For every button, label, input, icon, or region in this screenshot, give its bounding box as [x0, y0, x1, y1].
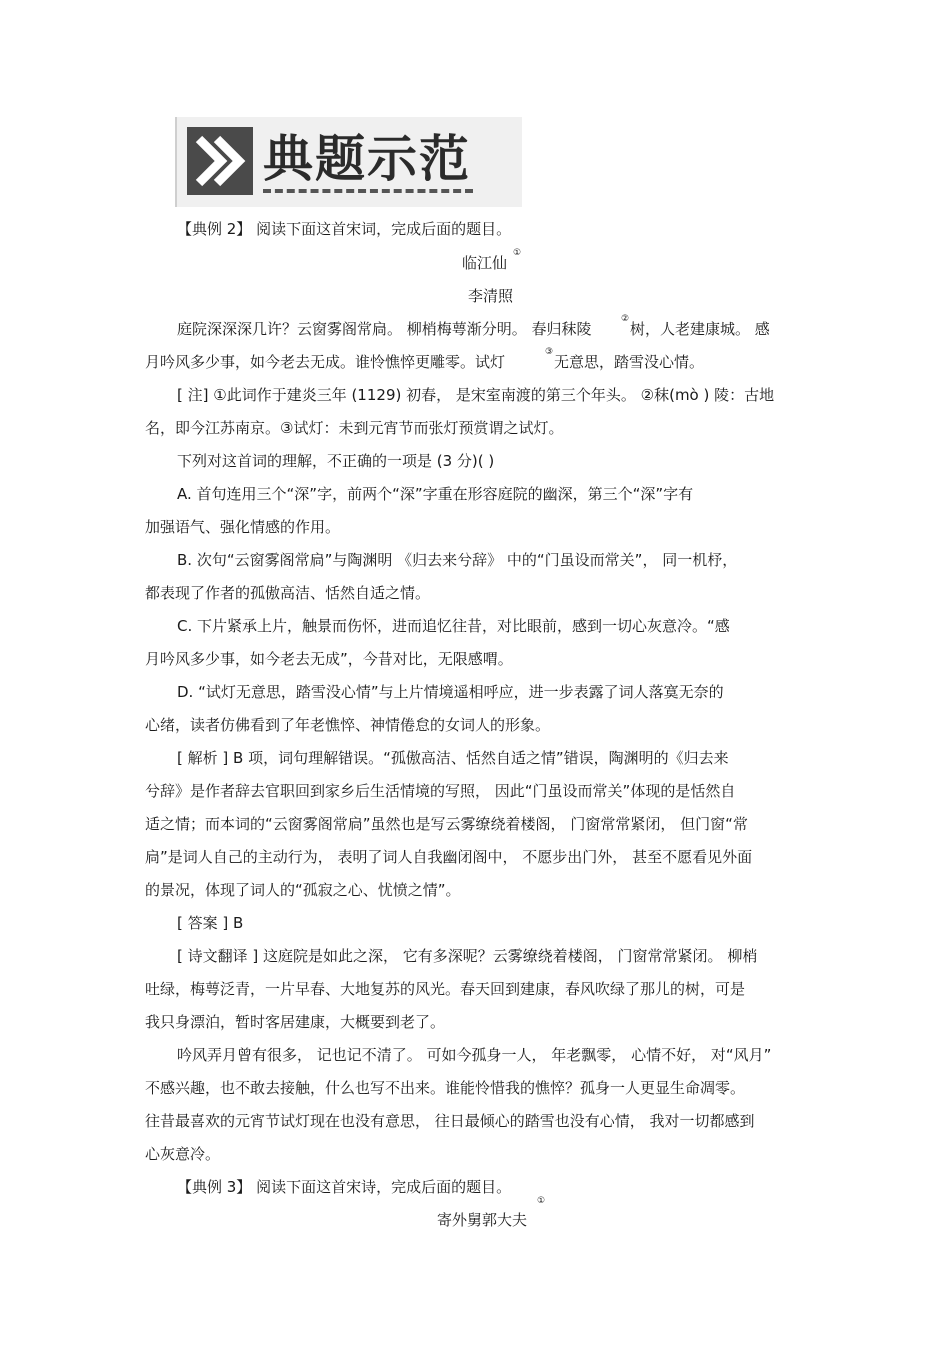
banner-title: 典题示范 — [263, 130, 471, 188]
section-banner — [175, 117, 522, 207]
text-line: 树，人老建康城。 感 — [630, 320, 770, 338]
text-line: 都表现了作者的孤傲高洁、恬然自适之情。 — [145, 584, 431, 602]
text-line: 下列对这首词的理解，不正确的一项是 (3 分)( ) — [177, 452, 495, 470]
text-line: 月吟风多少事，如今老去无成”，今昔对比，无限感喟。 — [145, 650, 513, 668]
text-line: 扃”是词人自己的主动行为， 表明了词人自我幽闭阁中， 不愿步出门外， 甚至不愿看见外面 — [145, 848, 753, 866]
text-line: 庭院深深深几许？云窗雾阁常扃。 柳梢梅萼渐分明。 春归秣陵 — [177, 320, 592, 338]
text-line: 加强语气、强化情感的作用。 — [145, 518, 341, 536]
footnote-marker: ② — [621, 314, 630, 324]
text-line: 适之情；而本词的“云窗雾阁常扃”虽然也是写云雾缭绕着楼阁， 门窗常常紧闭， 但门窗“常 — [145, 815, 748, 833]
double-chevron-icon — [187, 127, 253, 195]
text-line: 我只身漂泊，暂时客居建康，大概要到老了。 — [145, 1013, 446, 1031]
text-line: 临江仙 — [462, 254, 508, 272]
text-line: [ 答案 ] B — [177, 914, 244, 932]
banner-underline — [263, 189, 473, 193]
text-line: 寄外舅郭大夫 — [437, 1211, 528, 1229]
text-line: 不感兴趣，也不敢去接触，什么也写不出来。谁能怜惜我的憔悴？孤身一人更显生命凋零。 — [145, 1079, 746, 1097]
text-line: 的景况，体现了词人的“孤寂之心、忧愤之情”。 — [145, 881, 461, 899]
text-line: A. 首句连用三个“深”字，前两个“深”字重在形容庭院的幽深，第三个“深”字有 — [177, 485, 694, 503]
text-line: 名，即今江苏南京。③试灯：未到元宵节而张灯预赏谓之试灯。 — [145, 419, 564, 437]
text-line: 吐绿，梅萼泛青，一片早春、大地复苏的风光。春天回到建康，春风吹绿了那儿的树，可是 — [145, 980, 746, 998]
text-line: 心绪，读者仿佛看到了年老憔悴、神情倦怠的女词人的形象。 — [145, 716, 551, 734]
text-line: C. 下片紧承上片，触景而伤怀，进而追忆往昔，对比眼前，感到一切心灰意冷。“感 — [177, 617, 730, 635]
text-line: 月吟风多少事，如今老去无成。谁怜憔悴更雕零。试灯 — [145, 353, 506, 371]
footnote-marker: ③ — [545, 347, 554, 357]
text-line: 无意思，踏雪没心情。 — [554, 353, 705, 371]
footnote-marker: ① — [537, 1196, 546, 1206]
text-line: 往昔最喜欢的元宵节试灯现在也没有意思， 往日最倾心的踏雪也没有心情， 我对一切都感到 — [145, 1112, 755, 1130]
text-line: [ 解析 ] B 项，词句理解错误。“孤傲高洁、恬然自适之情”错误，陶渊明的《归去来 — [177, 749, 729, 767]
text-line: [ 注] ①此词作于建炎三年 (1129) 初春， 是宋室南渡的第三个年头。 ②秣(mò ) 陵：古地 — [177, 386, 775, 404]
footnote-marker: ① — [513, 248, 522, 258]
text-line: 【典例 3】 阅读下面这首宋诗，完成后面的题目。 — [177, 1178, 512, 1196]
text-line: 兮辞》是作者辞去官职回到家乡后生活情境的写照， 因此“门虽设而常关”体现的是恬然自 — [145, 782, 736, 800]
text-line: 吟风弄月曾有很多， 记也记不清了。 可如今孤身一人， 年老飘零， 心情不好， 对“风月” — [177, 1046, 772, 1064]
text-line: 心灰意冷。 — [145, 1145, 221, 1163]
text-line: B. 次句“云窗雾阁常扃”与陶渊明 《归去来兮辞》 中的“门虽设而常关”， 同一机杼， — [177, 551, 738, 569]
text-line: D. “试灯无意思，踏雪没心情”与上片情境遥相呼应，进一步表露了词人落寞无奈的 — [177, 683, 724, 701]
text-line: 【典例 2】 阅读下面这首宋词，完成后面的题目。 — [177, 220, 512, 238]
text-line: 李清照 — [468, 287, 514, 305]
text-line: [ 诗文翻译 ] 这庭院是如此之深， 它有多深呢？云雾缭绕着楼阁， 门窗常常紧闭。 柳梢 — [177, 947, 758, 965]
